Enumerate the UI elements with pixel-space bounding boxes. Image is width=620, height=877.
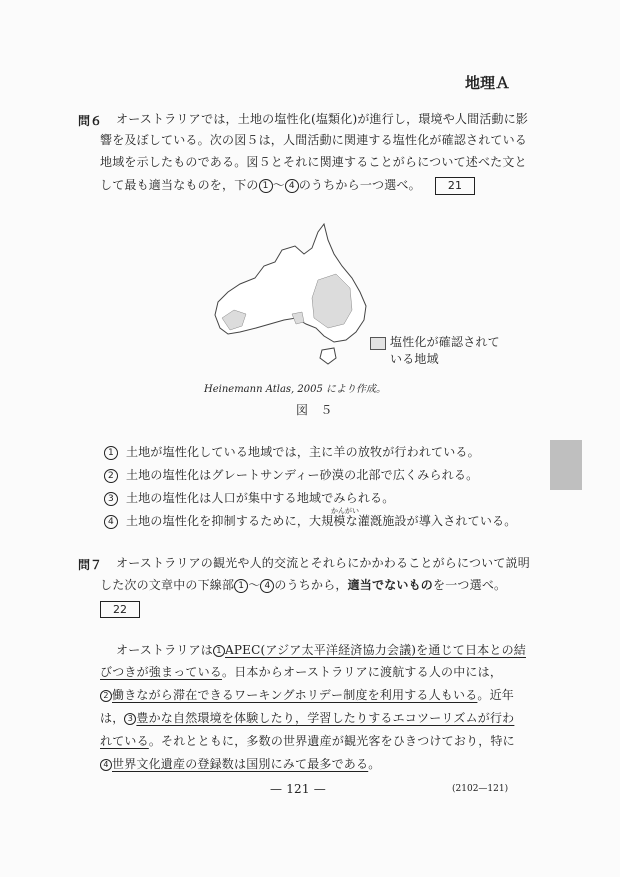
q6-line-2: 響を及ぼしている。次の図５は，人間活動に関連する塩性化が確認されている [100, 133, 528, 147]
section-side-tab [550, 440, 582, 490]
legend-swatch [370, 337, 386, 350]
salinity-region-south [292, 312, 304, 324]
option-3[interactable]: 3 土地の塩性化は人口が集中する地域でみられる。 [104, 491, 394, 506]
question-6-number: 問６ [78, 114, 103, 128]
q7-line-2: した次の文章中の下線部 1 〜 4 のうちから，適当でないものを一つ選べ。 [100, 578, 507, 592]
page-number: — 121 — [270, 782, 326, 796]
legend-line-2: いる地域 [390, 352, 439, 366]
passage-line-2: びつきが強まっている。日本からオーストラリアに渡航する人の中には， [100, 665, 503, 679]
passage-line-1: オーストラリアは 1 APEC(アジア太平洋経済協力会議)を通じて日本との結 [116, 643, 526, 657]
passage-line-5: れている。それとともに，多数の世界遺産が観光客をひきつけており，特に [100, 734, 515, 748]
question-7-number: 問７ [78, 558, 103, 572]
tasmania-outline [320, 348, 336, 364]
answer-box-22[interactable]: 22 [100, 601, 140, 618]
figure-source: Heinemann Atlas, 2005 により作成。 [204, 384, 387, 395]
q6-line-1: オーストラリアでは，土地の塩性化(塩類化)が進行し，環境や人間活動に影 [116, 112, 529, 126]
q7-line-1: オーストラリアの観光や人的交流とそれらにかかわることがらについて説明 [116, 556, 530, 570]
option-1[interactable]: 1 土地が塩性化している地域では，主に羊の放牧が行われている。 [104, 445, 480, 460]
q6-line-4: して最も適当なものを，下の 1 〜 4 のうちから一つ選べ。 21 [100, 177, 475, 195]
answer-box-21[interactable]: 21 [435, 177, 475, 195]
option-2[interactable]: 2 土地の塩性化はグレートサンディー砂漠の北部で広くみられる。 [104, 468, 478, 483]
subject-header: 地理Ａ [464, 74, 510, 92]
passage-line-4: は， 3 豊かな自然環境を体験したり，学習したりするエコツーリズムが行わ [100, 711, 515, 725]
passage-line-6: 4 世界文化遺産の登録数は国別にみて最多である。 [100, 757, 380, 771]
q6-line-3: 地域を示したものである。図５とそれに関連することがらについて述べた文と [100, 155, 527, 169]
option-4[interactable]: 4 土地の塩性化を抑制するために，大規模な灌漑施設が導入されている。 [104, 514, 516, 529]
passage-line-3: 2 働きながら滞在できるワーキングホリデー制度を利用する人もいる。近年 [100, 688, 514, 702]
legend-line-1: 塩性化が確認されて [390, 335, 500, 349]
page-code: (2102—121) [452, 784, 509, 794]
ruby-kangai: かんがい [331, 507, 359, 515]
figure-label: 図 ５ [296, 403, 333, 417]
